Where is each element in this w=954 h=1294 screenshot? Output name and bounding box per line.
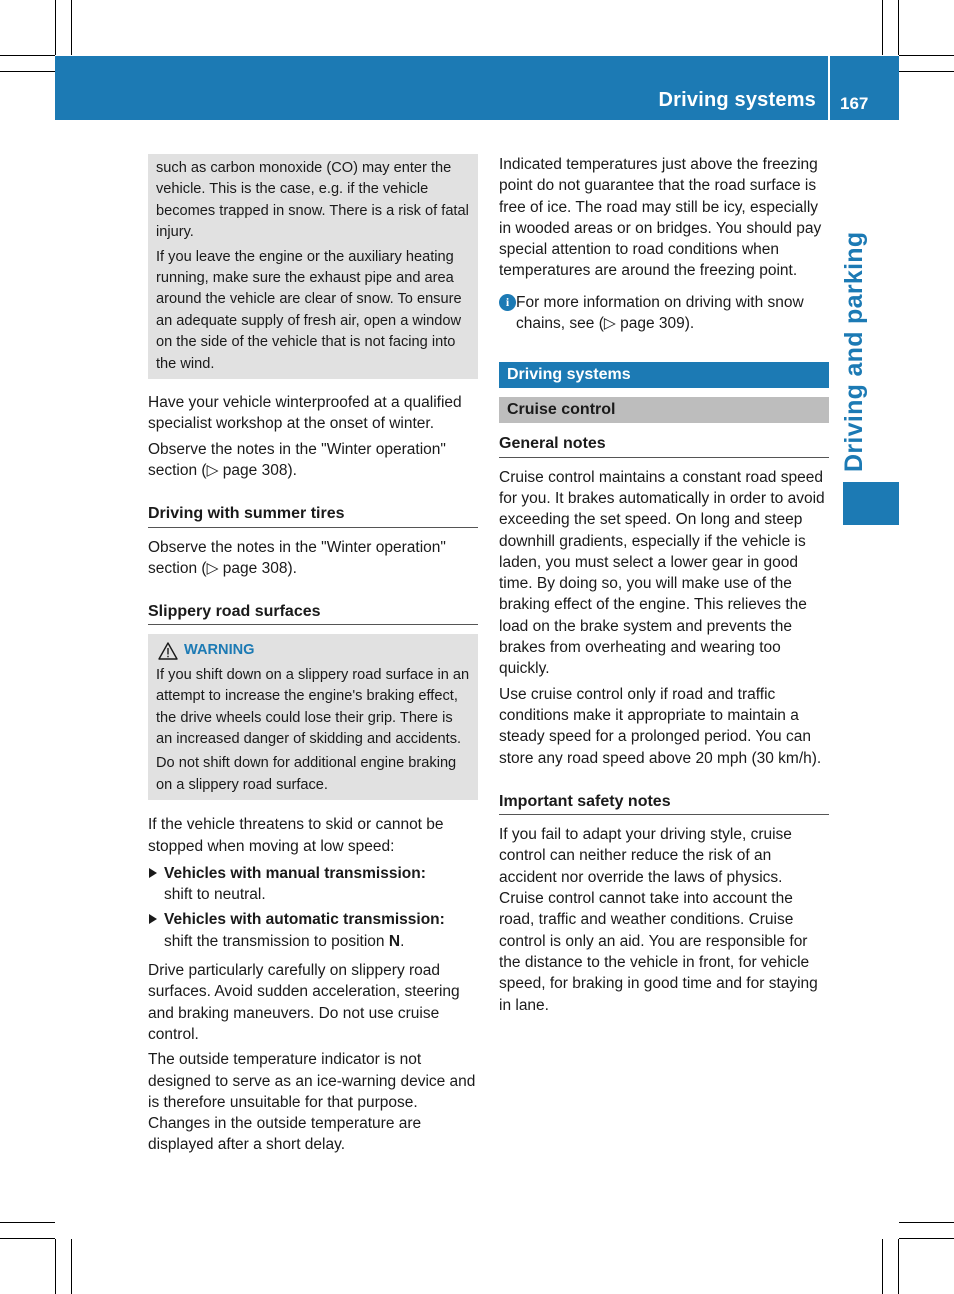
info-icon: i <box>499 294 516 311</box>
paragraph: Have your vehicle winterproofed at a qualified specialist workshop at the onset of winter. <box>148 394 462 433</box>
step-bold: Vehicles with automatic transmission: <box>164 911 445 929</box>
box-paragraph: If you leave the engine or the auxiliary heating running, make sure the exhaust pipe and area around the vehicle are clear of snow. To ensure an adequate supply of fresh air, open a window on the side of the vehicle that is not facing into the wind. <box>156 248 462 372</box>
warning-triangle-icon <box>158 642 178 660</box>
right-column <box>499 154 829 1020</box>
paragraph: The outside temperature indicator is not designed to serve as an ice-warning device and is therefore unsuitable for that purpose. Changes in the outside temperature are displayed after a short delay. <box>148 1051 476 1154</box>
crop-mark <box>0 1238 55 1239</box>
section-heading: Important safety notes <box>499 791 829 815</box>
step-item <box>148 909 478 952</box>
warning-box <box>148 634 478 800</box>
box-paragraph: such as carbon monoxide (CO) may enter the vehicle. This is the case, e.g. if the vehicle becomes trapped in snow. There is a risk of fatal injury. <box>156 160 469 241</box>
paragraph: Drive particularly carefully on slippery road surfaces. Avoid sudden acceleration, steering and braking maneuvers. Do not use cruise control. <box>148 962 460 1043</box>
paragraph: Observe the notes in the "Winter operation" section (▷ page 308). <box>148 538 446 577</box>
crop-mark <box>71 1239 72 1294</box>
section-heading: Driving with summer tires <box>148 503 478 527</box>
header-title: Driving systems <box>658 89 816 111</box>
step-arrow-icon <box>149 868 157 878</box>
crop-mark <box>55 1239 56 1294</box>
step-text-end: . <box>400 932 405 950</box>
left-column <box>148 154 478 1160</box>
crop-mark <box>55 0 56 55</box>
step-arrow-icon <box>149 914 157 924</box>
box-paragraph: Do not shift down for additional engine braking on a slippery road surface. <box>156 755 457 793</box>
gear-position: N <box>388 932 401 950</box>
crop-mark <box>899 71 954 72</box>
paragraph: If you fail to adapt your driving style, cruise control can neither reduce the risk of an accident nor override the laws of physics. Cruise control cannot take into account the road, traffic and weather conditions. Cruise control is only an aid. You are responsible for the distance to the vehicle in front, for vehicle speed, for braking in good time and for staying in lane. <box>499 826 818 1014</box>
header-bar <box>55 56 828 120</box>
side-tab-label: Driving and parking <box>840 231 868 472</box>
paragraph: Cruise control maintains a constant road speed for you. It brakes automatically in order to avoid exceeding the set speed. On long and steep downhill gradients, especially if the vehicle is laden, you must select a lower gear in good time. By doing so, you will make use of the braking effect of the engine. This relieves the load on the brake system and prevents the brakes from overheating and wearing too quickly. <box>499 468 825 678</box>
box-paragraph: If you shift down on a slippery road surface in an attempt to increase the engine's braking effect, the drive wheels could lose their grip. There is an increased danger of skidding and accidents. <box>156 666 470 748</box>
warning-label: WARNING <box>184 642 255 659</box>
paragraph: Indicated temperatures just above the freezing point do not guarantee that the road surface is free of ice. The road may still be icy, especially in wooded areas or on bridges. You should pay special attention to road conditions when temperatures are around the freezing point. <box>499 156 822 280</box>
crop-mark <box>899 55 954 56</box>
section-band-cruise-control: Cruise control <box>499 397 829 423</box>
crop-mark <box>71 0 72 55</box>
crop-mark <box>898 1239 899 1294</box>
crop-mark <box>0 71 55 72</box>
section-heading: General notes <box>499 433 829 457</box>
paragraph: If the vehicle threatens to skid or cannot be stopped when moving at low speed: <box>148 816 444 855</box>
step-text: shift the transmission to position <box>164 932 389 950</box>
step-text: shift to neutral. <box>164 886 266 904</box>
side-tab-marker <box>843 482 899 525</box>
step-bold: Vehicles with manual transmission: <box>164 864 426 882</box>
section-band-driving-systems: Driving systems <box>499 362 829 388</box>
page-number: 167 <box>840 94 869 113</box>
warning-box-continued <box>148 154 478 379</box>
info-note <box>499 292 829 335</box>
step-item <box>148 863 478 906</box>
crop-mark <box>899 1238 954 1239</box>
info-text: For more information on driving with snow chains, see (▷ page 309). <box>516 293 804 333</box>
warning-header <box>156 640 470 661</box>
paragraph: Observe the notes in the "Winter operation" section (▷ page 308). <box>148 440 446 479</box>
crop-mark <box>0 1222 55 1223</box>
crop-mark <box>0 55 55 56</box>
page-number-box <box>830 56 899 120</box>
crop-mark <box>898 0 899 55</box>
paragraph: Use cruise control only if road and traffic conditions make it appropriate to maintain a steady speed for a prolonged period. You can store any road speed above 20 mph (30 km/h). <box>499 685 822 767</box>
crop-mark <box>882 1239 883 1294</box>
crop-mark <box>882 0 883 55</box>
crop-mark <box>899 1222 954 1223</box>
section-heading: Slippery road surfaces <box>148 601 478 625</box>
